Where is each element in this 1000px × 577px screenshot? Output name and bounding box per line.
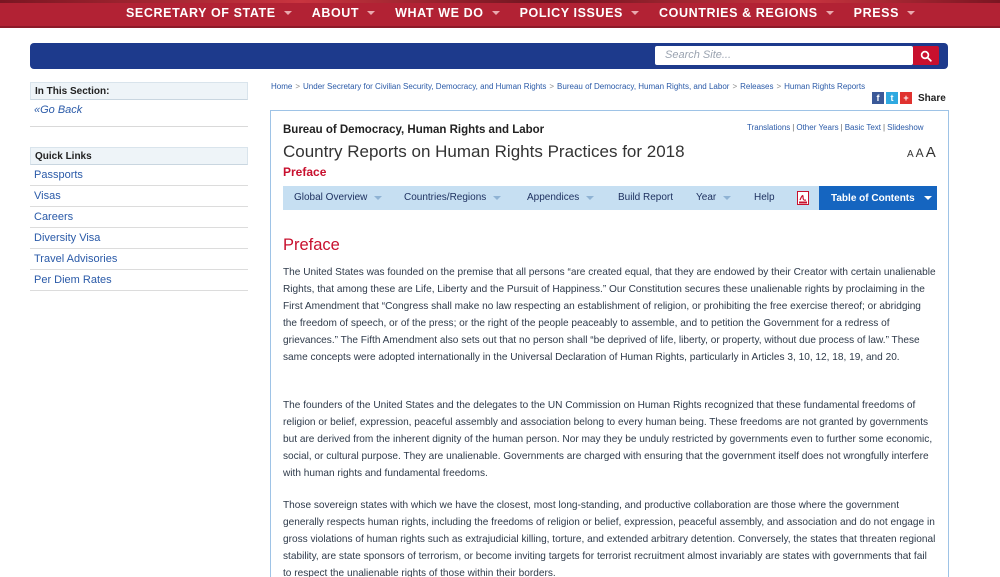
nav-item-secretary-of-state[interactable]: SECRETARY OF STATE — [126, 6, 292, 20]
font-size-controls — [907, 144, 938, 162]
tab-countries-regions[interactable]: Countries/Regions — [404, 192, 501, 203]
search-input[interactable]: Search Site... — [655, 46, 913, 65]
chevron-down-icon — [924, 196, 932, 200]
nav-item-what-we-do[interactable]: WHAT WE DO — [395, 6, 499, 20]
breadcrumb-releases[interactable]: Releases — [740, 82, 774, 91]
share-bar — [872, 92, 946, 104]
nav-item-about[interactable]: ABOUT — [312, 6, 375, 20]
section-heading: In This Section: — [30, 82, 248, 100]
chevron-down-icon — [907, 11, 915, 15]
basic-text-link[interactable]: Basic Text — [844, 123, 881, 132]
top-banner-strip — [0, 0, 1000, 3]
paragraph-2: The founders of the United States and the delegates to the UN Commission on Human Rights recognized that these fundamental freedoms of religion or belief, expression, peaceful assembly and association belong to every human being. These freedoms are not granted by governments but are derived from the inherent dignity of the human person. Nor may they be unduly restricted by governments even to further some economic, social, or cultural purpose. They are unalienable. Governments are charged with ensuring that the government itself does not wrongfully interfere with human rights and fundamental freedoms. — [283, 400, 933, 479]
nav-item-press[interactable]: PRESS — [854, 6, 915, 20]
search-icon — [920, 50, 932, 62]
breadcrumb: Home > Under Secretary for Civilian Security, Democracy, and Human Rights > Bureau of Democracy, Human Rights, and Labor > Releases > Human Rights Reports — [271, 82, 866, 91]
pdf-download-button[interactable] — [797, 191, 809, 205]
other-years-link[interactable]: Other Years — [796, 123, 839, 132]
quick-link-diversity-visa[interactable]: Diversity Visa — [30, 228, 248, 249]
quick-link-travel-advisories[interactable]: Travel Advisories — [30, 249, 248, 270]
content-heading: Preface — [283, 236, 340, 254]
share-label[interactable]: Share — [918, 92, 946, 104]
quick-link-visas[interactable]: Visas — [30, 186, 248, 207]
breadcrumb-home[interactable]: Home — [271, 82, 293, 91]
chevron-down-icon — [826, 11, 834, 15]
quick-links-heading: Quick Links — [30, 147, 248, 165]
tab-help[interactable]: Help — [754, 192, 775, 203]
nav-item-countries-regions[interactable]: COUNTRIES & REGIONS — [659, 6, 834, 20]
paragraph-1: The United States was founded on the premise that all persons “are created equal, that they are endowed by their Creator with certain unalienable Rights, that among these are Life, Liberty and the Pursuit of Happiness.” Our Constitution secures these unalienable rights by proclaiming in the First Amendment that “Congress shall make no law respecting an establishment of religion, or prohibiting the free exercise thereof; or abridging the freedom of speech, or of the press; or the right of the people peaceably to assemble, and to petition the Government for a redress of grievances.” The Fifth Amendment also sets out that no person shall “be deprived of life, liberty, or property, without due process of law.” These same concepts were adopted internationally in the Universal Declaration of Human Rights, particularly in Articles 3, 10, 12, 18, 19, and 20. — [283, 267, 936, 363]
plus-share-icon[interactable]: + — [900, 92, 912, 104]
twitter-icon[interactable]: t — [886, 92, 898, 104]
chevron-down-icon — [284, 11, 292, 15]
tab-global-overview[interactable]: Global Overview — [294, 192, 382, 203]
breadcrumb-human-rights-reports[interactable]: Human Rights Reports — [784, 82, 866, 91]
report-links: Translations | Other Years | Basic Text | Slideshow — [747, 123, 924, 132]
table-of-contents-button[interactable]: Table of Contents — [819, 186, 937, 210]
paragraph-3: Those sovereign states with which we have the closest, most long-standing, and productive collaboration are those where the government generally respects human rights, including the freedoms of religion or belief, expression, peaceful assembly, and association and do not engage in gross violations of human rights such as extrajudicial killing, torture, and extended arbitrary detention. Conversely, the states that threaten regional stability, are state sponsors of terrorism, or become inviting targets for terrorist recruitment almost invariably are states with governments that fail to respect the unalienable rights of those within their borders. — [283, 500, 936, 577]
quick-links — [30, 147, 248, 291]
tab-year[interactable]: Year — [696, 192, 731, 203]
chevron-down-icon — [586, 196, 594, 200]
facebook-icon[interactable]: f — [872, 92, 884, 104]
chevron-down-icon — [631, 11, 639, 15]
chevron-down-icon — [723, 196, 731, 200]
chevron-down-icon — [374, 196, 382, 200]
font-size-small[interactable]: A — [907, 149, 914, 160]
breadcrumb-bureau[interactable]: Bureau of Democracy, Human Rights, and Labor — [557, 82, 730, 91]
tab-appendices[interactable]: Appendices — [527, 192, 594, 203]
go-back-link[interactable]: «Go Back — [30, 100, 248, 127]
slideshow-link[interactable]: Slideshow — [887, 123, 924, 132]
top-nav-menu — [126, 6, 935, 20]
quick-link-careers[interactable]: Careers — [30, 207, 248, 228]
search-button[interactable] — [913, 46, 939, 65]
quick-link-passports[interactable]: Passports — [30, 165, 248, 186]
bureau-name: Bureau of Democracy, Human Rights and Labor — [283, 124, 545, 136]
translations-link[interactable]: Translations — [747, 123, 791, 132]
font-size-large[interactable]: A — [925, 144, 936, 161]
chevron-down-icon — [367, 11, 375, 15]
quick-link-per-diem-rates[interactable]: Per Diem Rates — [30, 270, 248, 291]
pdf-icon — [797, 191, 809, 205]
top-navigation-bar — [0, 0, 1000, 28]
page-subtitle: Preface — [283, 165, 327, 179]
sidebar — [30, 82, 248, 291]
breadcrumb-under-secretary[interactable]: Under Secretary for Civilian Security, Democracy, and Human Rights — [303, 82, 547, 91]
chevron-down-icon — [493, 196, 501, 200]
page-title: Country Reports on Human Rights Practices for 2018 — [283, 142, 685, 161]
tab-build-report[interactable]: Build Report — [618, 192, 674, 203]
chevron-down-icon — [492, 11, 500, 15]
font-size-medium[interactable]: A — [915, 146, 924, 160]
nav-item-policy-issues[interactable]: POLICY ISSUES — [520, 6, 639, 20]
